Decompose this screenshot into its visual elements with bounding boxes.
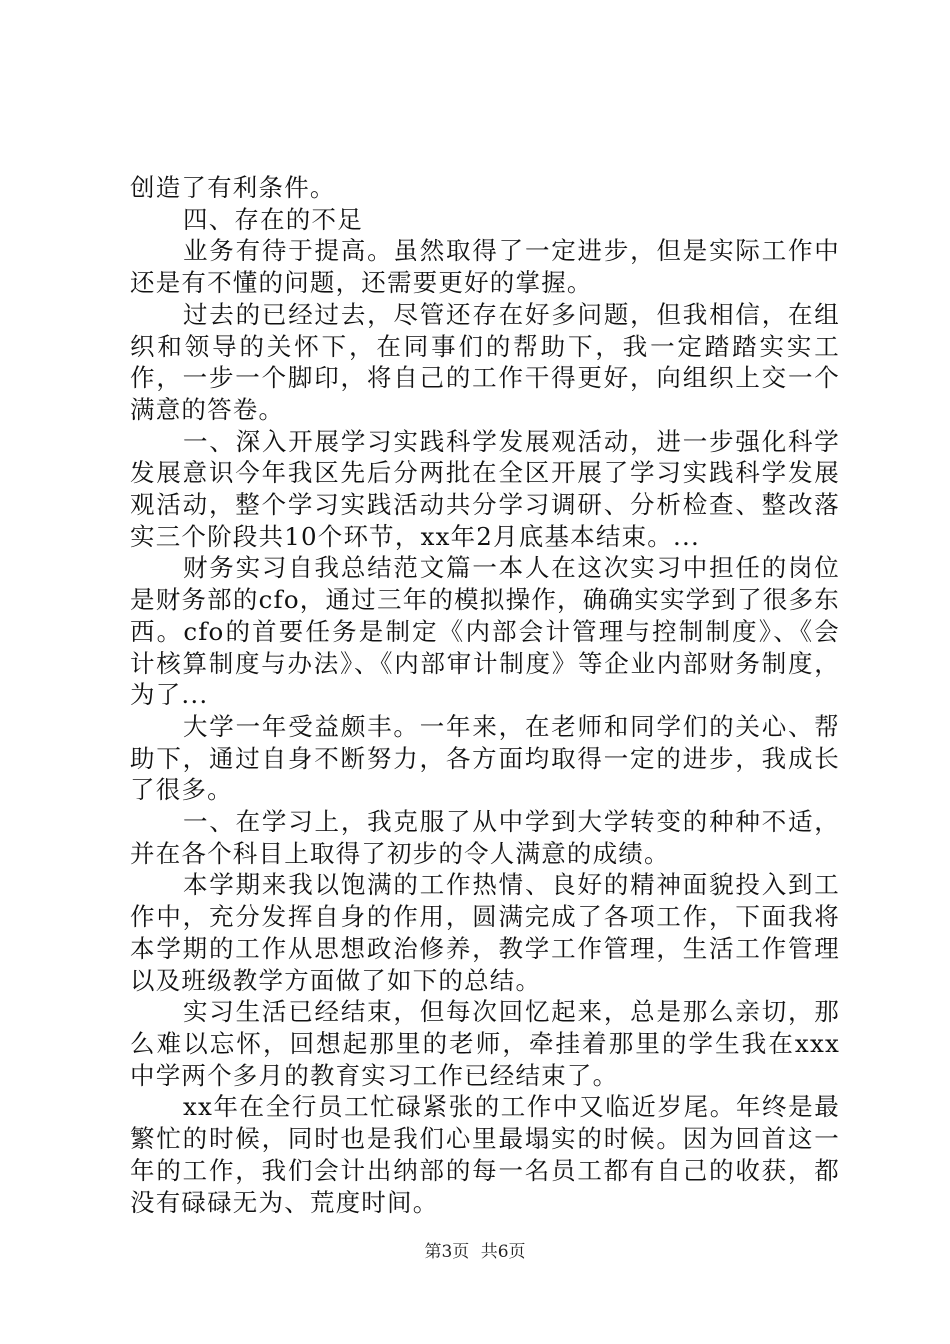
paragraph: 一、在学习上，我克服了从中学到大学转变的种种不适，并在各个科目上取得了初步的令人满意的成绩。 bbox=[130, 807, 840, 868]
paragraph: 财务实习自我总结范文篇一本人在这次实习中担任的岗位是财务部的cfo，通过三年的模拟操作，确确实实学到了很多东西。cfo的首要任务是制定《内部会计管理与控制制度》、《会计核算制度与办法》、《内部审计制度》等企业内部财务制度，为了... bbox=[130, 553, 840, 710]
page-total: 共6页 bbox=[480, 1242, 526, 1262]
paragraph: 本学期来我以饱满的工作热情、良好的精神面貌投入到工作中，充分发挥自身的作用，圆满完成了各项工作，下面我将本学期的工作从思想政治修养，教学工作管理，生活工作管理以及班级教学方面做了如下的总结。 bbox=[130, 870, 840, 995]
page-number: 第3页 bbox=[424, 1242, 470, 1262]
paragraph: 业务有待于提高。虽然取得了一定进步，但是实际工作中还是有不懂的问题，还需要更好的掌握。 bbox=[130, 236, 840, 298]
paragraph: 实习生活已经结束，但每次回忆起来，总是那么亲切，那么难以忘怀，回想起那里的老师，牵挂着那里的学生我在xxx中学两个多月的教育实习工作已经结束了。 bbox=[130, 997, 840, 1090]
paragraph: 过去的已经过去，尽管还存在好多问题，但我相信，在组织和领导的关怀下，在同事们的帮助下，我一定踏踏实实工作，一步一个脚印，将自己的工作干得更好，向组织上交一个满意的答卷。 bbox=[130, 299, 840, 424]
paragraph: 大学一年受益颇丰。一年来，在老师和同学们的关心、帮助下，通过自身不断努力，各方面均取得一定的进步，我成长了很多。 bbox=[130, 711, 840, 805]
page-footer bbox=[0, 1242, 950, 1262]
document-body bbox=[130, 172, 840, 1218]
paragraph: xx年在全行员工忙碌紧张的工作中又临近岁尾。年终是最繁忙的时候，同时也是我们心里最塌实的时候。因为回首这一年的工作，我们会计出纳部的每一名员工都有自己的收获，都没有碌碌无为、荒度时间。 bbox=[130, 1092, 840, 1217]
paragraph: 创造了有利条件。 bbox=[130, 173, 336, 202]
section-heading: 四、存在的不足 bbox=[183, 204, 363, 234]
paragraph: 一、深入开展学习实践科学发展观活动，进一步强化科学发展意识今年我区先后分两批在全区开展了学习实践科学发展观活动，整个学习实践活动共分学习调研、分析检查、整改落实三个阶段共10个环节，xx年2月底基本结束。... bbox=[130, 426, 840, 551]
